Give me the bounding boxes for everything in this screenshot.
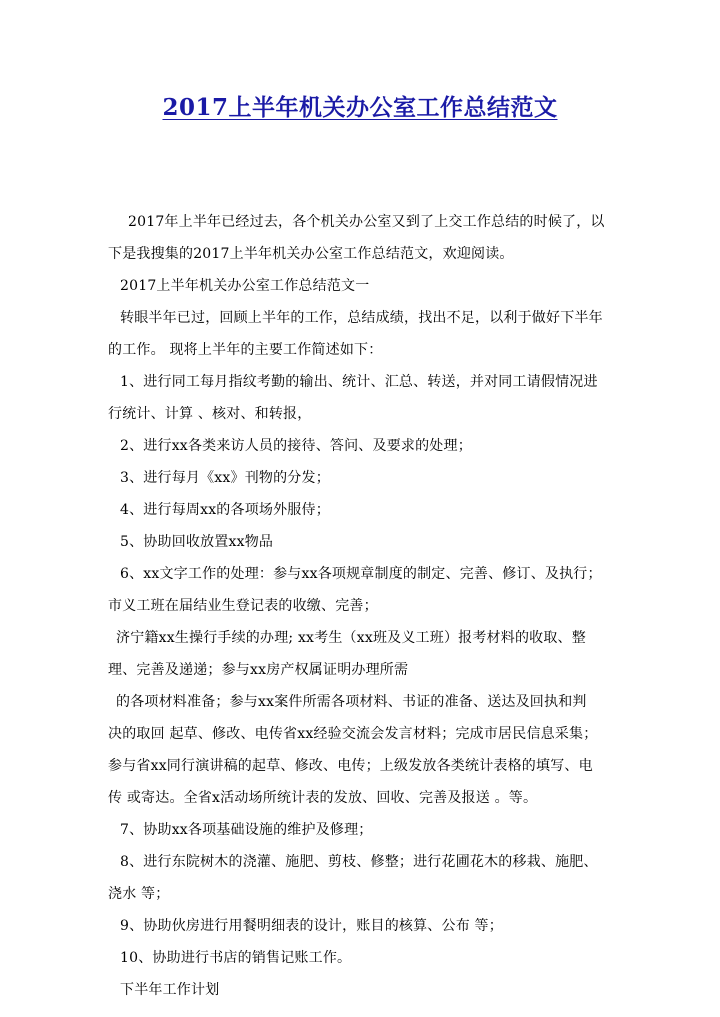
- section-heading: 2017上半年机关办公室工作总结范文一: [120, 278, 370, 294]
- paragraph-line: 的各项材料准备；参与xx案件所需各项材料、书证的准备、送达及回执和判: [116, 694, 587, 710]
- paragraph-line: 理、完善及递递；参与xx房产权属证明办理所需: [108, 662, 409, 678]
- document-title: [0, 92, 720, 124]
- list-item-8-cont: 浇水 等；: [108, 886, 170, 902]
- list-item-5: 5、协助回收放置xx物品: [120, 534, 274, 550]
- list-item-1-cont: 行统计、计算 、核对、和转报，: [108, 406, 312, 422]
- list-item-9: 9、协助伙房进行用餐明细表的设计，账目的核算、公布 等；: [120, 918, 503, 934]
- paragraph-line: 参与省xx同行演讲稿的起草、修改、电传；上级发放各类统计表格的填写、电: [108, 758, 593, 774]
- list-item-10: 10、协助进行书店的销售记账工作。: [120, 950, 352, 966]
- paragraph-line: 的工作。 现将上半年的主要工作简述如下：: [108, 342, 383, 358]
- intro-line-1: 2017年上半年已经过去，各个机关办公室又到了上交工作总结的时候了，以: [128, 214, 605, 230]
- list-item-6: 6、xx文字工作的处理：参与xx各项规章制度的制定、完善、修订、及执行；: [120, 566, 602, 582]
- paragraph-line: 济宁籍xx生操行手续的办理; xx考生（xx班及义工班）报考材料的收取、整: [116, 630, 586, 646]
- list-item-6-cont: 市义工班在届结业生登记表的收缴、完善；: [108, 598, 378, 614]
- intro-line-2: 下是我搜集的2017上半年机关办公室工作总结范文，欢迎阅读。: [108, 246, 514, 262]
- paragraph-line: 决的取回 起草、修改、电传省xx经验交流会发言材料；完成市居民信息采集；: [108, 726, 598, 742]
- paragraph-line: 转眼半年已过，回顾上半年的工作，总结成绩，找出不足，以利于做好下半年: [120, 310, 603, 326]
- section-heading: 下半年工作计划: [120, 982, 220, 998]
- list-item-7: 7、协助xx各项基础设施的维护及修理；: [120, 822, 373, 838]
- list-item-3: 3、进行每月《xx》刊物的分发；: [120, 470, 330, 486]
- list-item-1: 1、进行同工每月指纹考勤的输出、统计、汇总、转送，并对同工请假情况进: [120, 374, 598, 390]
- document-title-text: 2017上半年机关办公室工作总结范文: [162, 94, 558, 121]
- paragraph-line: 传 或寄达。全省x活动场所统计表的发放、回收、完善及报送 。等。: [108, 790, 538, 806]
- document-body: [108, 210, 618, 1010]
- list-item-2: 2、进行xx各类来访人员的接待、答问、及要求的处理；: [120, 438, 472, 454]
- list-item-4: 4、进行每周xx的各项场外服侍；: [120, 502, 330, 518]
- list-item-8: 8、进行东院树木的浇灌、施肥、剪枝、修整；进行花圃花木的移栽、施肥、: [120, 854, 598, 870]
